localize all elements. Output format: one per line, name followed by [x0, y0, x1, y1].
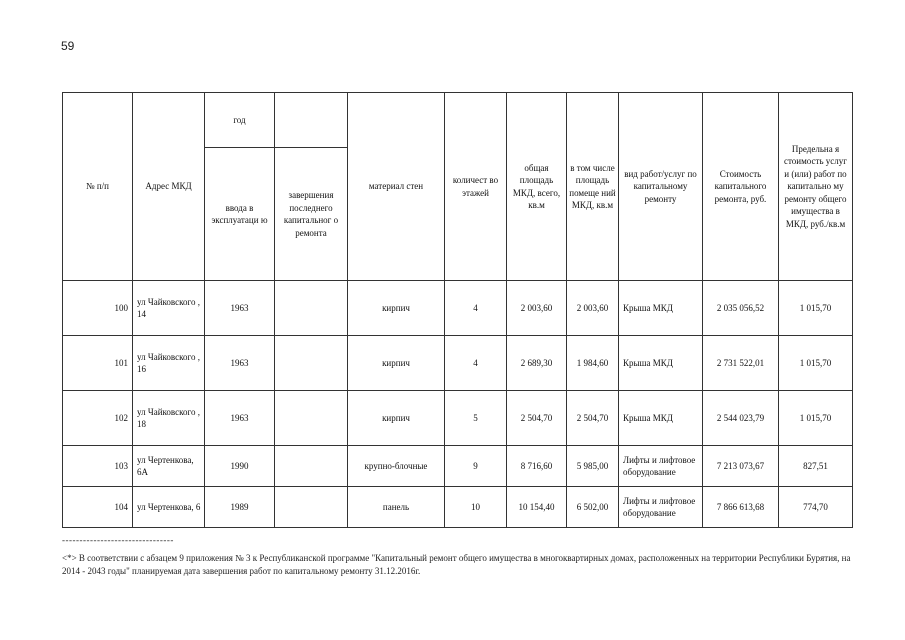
cell-premises-area: 2 504,70: [567, 391, 619, 446]
cell-max-cost: 1 015,70: [779, 336, 853, 391]
header-num: № п/п: [63, 93, 133, 281]
cell-address: ул Чайковского , 16: [133, 336, 205, 391]
header-address: Адрес МКД: [133, 93, 205, 281]
cell-total-area: 2 504,70: [507, 391, 567, 446]
cell-num: 100: [63, 281, 133, 336]
cell-work: Лифты и лифтовое оборудование: [619, 446, 703, 487]
cell-total-area: 2 689,30: [507, 336, 567, 391]
footnote: <*> В соответствии с абзацем 9 приложения № 3 к Республиканской программе "Капитальный ремонт общего имущества в многоквартирных домах, расположенных на территории Республики Бурятия, на 2014 - 2043 годы" планируемая дата завершения работ по капитальному ремонту 31.12.2016г.: [62, 553, 851, 576]
header-wall-material: материал стен: [348, 93, 445, 281]
cell-last-repair: [275, 391, 348, 446]
cell-premises-area: 1 984,60: [567, 336, 619, 391]
cell-work: Крыша МКД: [619, 281, 703, 336]
cell-last-repair: [275, 336, 348, 391]
cell-address: ул Чайковского , 18: [133, 391, 205, 446]
cell-total-area: 8 716,60: [507, 446, 567, 487]
cell-work: Крыша МКД: [619, 391, 703, 446]
cell-cost: 7 213 073,67: [703, 446, 779, 487]
cell-floors: 9: [445, 446, 507, 487]
cell-material: панель: [348, 487, 445, 528]
cell-num: 102: [63, 391, 133, 446]
header-cost: Стоимость капитального ремонта, руб.: [703, 93, 779, 281]
header-premises-area: в том числе площадь помеще ний МКД, кв.м: [567, 93, 619, 281]
cell-max-cost: 1 015,70: [779, 391, 853, 446]
cell-total-area: 2 003,60: [507, 281, 567, 336]
header-year-commission: ввода в эксплуатаци ю: [205, 148, 275, 281]
cell-last-repair: [275, 281, 348, 336]
cell-year: 1963: [205, 336, 275, 391]
cell-material: кирпич: [348, 391, 445, 446]
table-row: [63, 336, 853, 391]
header-year-group-cont: [275, 93, 348, 148]
cell-work: Лифты и лифтовое оборудование: [619, 487, 703, 528]
cell-max-cost: 1 015,70: [779, 281, 853, 336]
table-row: [63, 487, 853, 528]
cell-address: ул Чертенкова, 6: [133, 487, 205, 528]
cell-floors: 10: [445, 487, 507, 528]
cell-premises-area: 5 985,00: [567, 446, 619, 487]
cell-last-repair: [275, 487, 348, 528]
cell-premises-area: 2 003,60: [567, 281, 619, 336]
cell-floors: 5: [445, 391, 507, 446]
page-number: 59: [61, 39, 75, 53]
cell-material: крупно-блочные: [348, 446, 445, 487]
cell-max-cost: 827,51: [779, 446, 853, 487]
cell-total-area: 10 154,40: [507, 487, 567, 528]
cell-year: 1989: [205, 487, 275, 528]
header-floors: количест во этажей: [445, 93, 507, 281]
cell-max-cost: 774,70: [779, 487, 853, 528]
header-total-area: общая площадь МКД, всего, кв.м: [507, 93, 567, 281]
cell-floors: 4: [445, 281, 507, 336]
table-row: [63, 391, 853, 446]
header-year-last-repair: завершения последнего капитальног о ремонта: [275, 148, 348, 281]
cell-floors: 4: [445, 336, 507, 391]
cell-year: 1963: [205, 281, 275, 336]
cell-cost: 7 866 613,68: [703, 487, 779, 528]
cell-cost: 2 544 023,79: [703, 391, 779, 446]
cell-num: 104: [63, 487, 133, 528]
cell-num: 101: [63, 336, 133, 391]
cell-last-repair: [275, 446, 348, 487]
cell-address: ул Чайковского , 14: [133, 281, 205, 336]
cell-material: кирпич: [348, 281, 445, 336]
cell-work: Крыша МКД: [619, 336, 703, 391]
header-year-group: год: [205, 93, 275, 148]
cell-cost: 2 035 056,52: [703, 281, 779, 336]
cell-year: 1990: [205, 446, 275, 487]
table-row: [63, 446, 853, 487]
cell-address: ул Чертенкова, 6А: [133, 446, 205, 487]
repair-table: [62, 92, 853, 528]
cell-material: кирпич: [348, 336, 445, 391]
cell-cost: 2 731 522,01: [703, 336, 779, 391]
footnote-separator: --------------------------------: [62, 535, 174, 545]
table-row: [63, 281, 853, 336]
cell-year: 1963: [205, 391, 275, 446]
header-work-type: вид работ/услуг по капитальному ремонту: [619, 93, 703, 281]
cell-num: 103: [63, 446, 133, 487]
cell-premises-area: 6 502,00: [567, 487, 619, 528]
header-max-cost: Предельна я стоимость услуг и (или) работ по капитально му ремонту общего имущества в МКД, руб./кв.м: [779, 93, 853, 281]
